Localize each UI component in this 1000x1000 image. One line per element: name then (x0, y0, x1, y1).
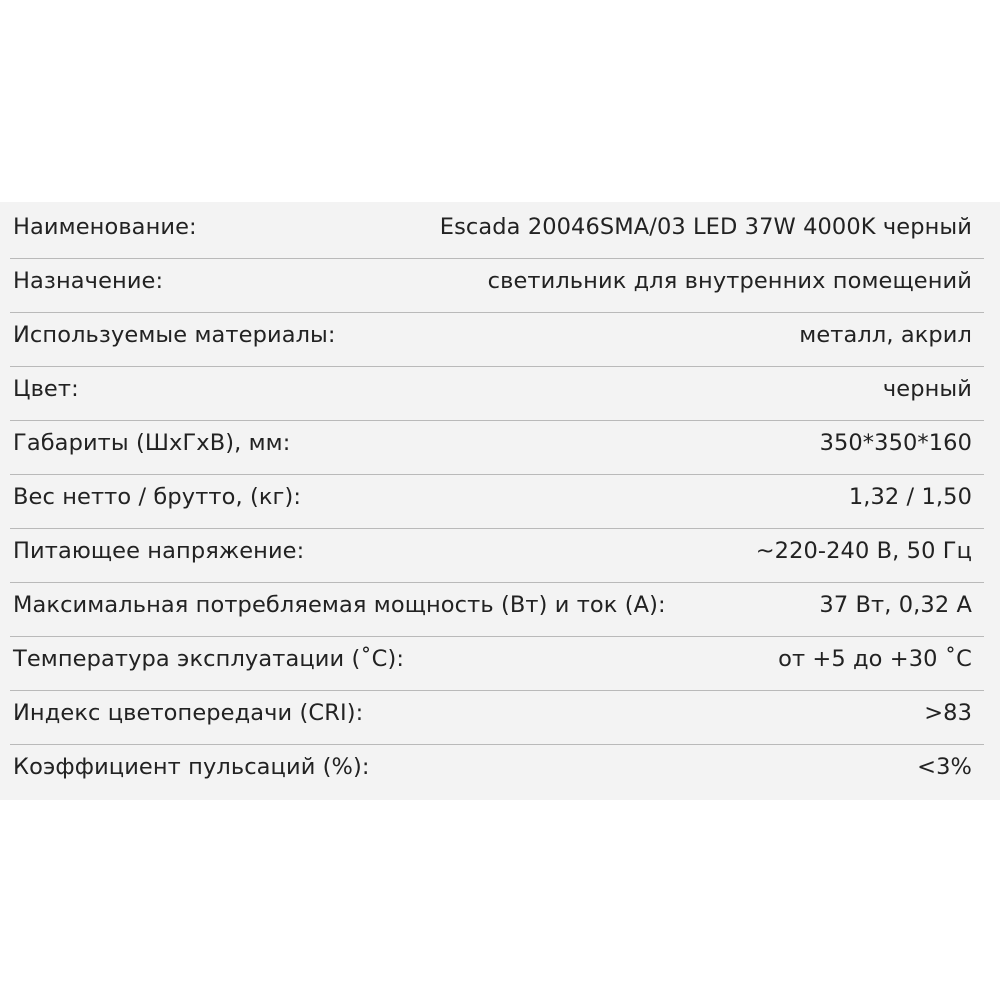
spec-label: Вес нетто / брутто, (кг): (13, 484, 302, 510)
spec-value: черный (882, 376, 972, 402)
spec-value: <3% (917, 754, 972, 780)
spec-label: Питающее напряжение: (13, 538, 305, 564)
spec-value: от +5 до +30 ˚С (778, 646, 972, 672)
spec-row-weight (10, 475, 994, 529)
spec-row-power (10, 583, 994, 637)
spec-table (0, 202, 1000, 800)
spec-row-materials (10, 313, 994, 367)
spec-label: Коэффициент пульсаций (%): (13, 754, 370, 780)
spec-value: 350*350*160 (819, 430, 972, 456)
spec-value: ~220-240 В, 50 Гц (755, 538, 972, 564)
spec-label: Индекс цветопередачи (CRI): (13, 700, 364, 726)
spec-value: Escada 20046SMA/03 LED 37W 4000K черный (439, 214, 972, 240)
spec-row-dimensions (10, 421, 994, 475)
spec-row-cri (10, 691, 994, 745)
spec-row-voltage (10, 529, 994, 583)
spec-label: Назначение: (13, 268, 164, 294)
spec-label: Цвет: (13, 376, 79, 402)
spec-row-temperature (10, 637, 994, 691)
spec-label: Используемые материалы: (13, 322, 336, 348)
spec-label: Наименование: (13, 214, 197, 240)
spec-label: Температура эксплуатации (˚С): (13, 646, 405, 672)
spec-value: металл, акрил (799, 322, 972, 348)
spec-label: Максимальная потребляемая мощность (Вт) и ток (А): (13, 592, 666, 618)
spec-value: 37 Вт, 0,32 А (819, 592, 972, 618)
spec-value: светильник для внутренних помещений (487, 268, 972, 294)
spec-row-color (10, 367, 994, 421)
spec-row-ripple (10, 745, 994, 799)
spec-value: 1,32 / 1,50 (848, 484, 972, 510)
spec-value: >83 (924, 700, 972, 726)
spec-label: Габариты (ШхГхВ), мм: (13, 430, 291, 456)
spec-row-purpose (10, 259, 994, 313)
spec-row-name (10, 205, 994, 259)
